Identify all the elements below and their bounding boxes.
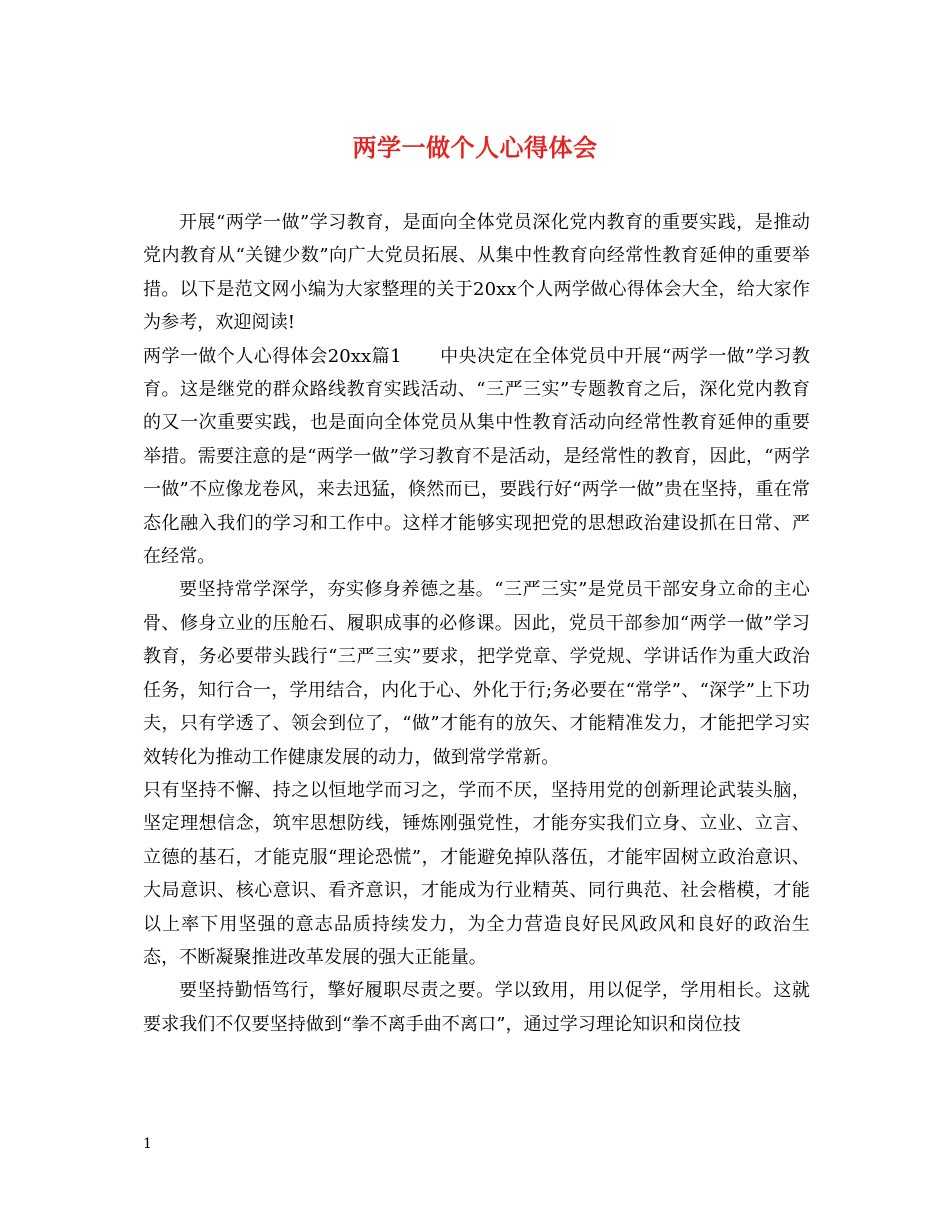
body-paragraph: 要坚持勤悟笃行，擎好履职尽责之要。学以致用，用以促学，学用相长。这就要求我们不仅要坚持做到“拳不离手曲不离口”，通过学习理论知识和岗位技	[143, 980, 810, 1035]
body-paragraph: 只有坚持不懈、持之以恒地学而习之，学而不厌，坚持用党的创新理论武装头脑，坚定理想信念，筑牢思想防线，锤炼刚强党性，才能夯实我们立身、立业、立言、立德的基石，才能克服“理论恐慌”，才能避免掉队落伍，才能牢固树立政治意识、大局意识、核心意识、看齐意识，才能成为行业精英、同行典范、社会楷模，才能以上率下用坚强的意志品质持续发力，为全力营造良好民风政风和良好的政治生态，不断凝聚推进改革发展的强大正能量。	[143, 779, 810, 968]
page-number: 1	[143, 1136, 152, 1152]
section-body-text: 中央决定在全体党员中开展“两学一做”学习教育。这是继党的群众路线教育实践活动、“三严三实”专题教育之后，深化党内教育的又一次重要实践，也是面向全体党员从集中性教育活动向经常性教育延伸的重要举措。需要注意的是“两学一做”学习教育不是活动，是经常性的教育，因此，“两学一做”不应像龙卷风，来去迅猛，倏然而已，要践行好“两学一做”贵在坚持，重在常态化融入我们的学习和工作中。这样才能够实现把党的思想政治建设抓在日常、严在经常。	[143, 345, 810, 568]
intro-paragraph: 开展“两学一做”学习教育，是面向全体党员深化党内教育的重要实践，是推动党内教育从“关键少数”向广大党员拓展、从集中性教育向经常性教育延伸的重要举措。以下是范文网小编为大家整理的关于20xx个人两学做心得体会大全，给大家作为参考，欢迎阅读!	[143, 212, 810, 334]
body-paragraph: 要坚持常学深学，夯实修身养德之基。“三严三实”是党员干部安身立命的主心骨、修身立业的压舱石、履职成事的必修课。因此，党员干部参加“两学一做”学习教育，务必要带头践行“三严三实”要求，把学党章、学党规、学讲话作为重大政治任务，知行合一，学用结合，内化于心、外化于行;务必要在“常学”、“深学”上下功夫，只有学透了、领会到位了，“做”才能有的放矢、才能精准发力，才能把学习实效转化为推动工作健康发展的动力，做到常学常新。	[143, 579, 810, 768]
section-paragraph	[143, 340, 810, 574]
document-body	[143, 206, 810, 1041]
page-title: 两学一做个人心得体会	[352, 133, 598, 162]
section-heading: 两学一做个人心得体会20xx篇1	[143, 345, 402, 367]
